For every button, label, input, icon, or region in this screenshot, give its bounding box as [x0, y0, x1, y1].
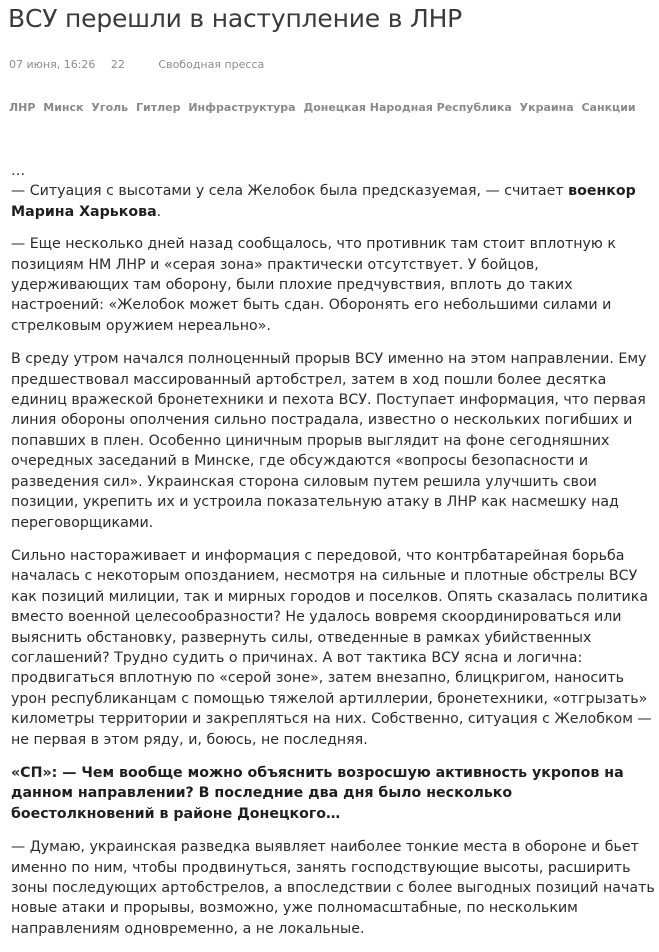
- article-paragraph: В среду утром начался полноценный прорыв ВСУ именно на этом направлении. Ему предшествовал массированный артобстрел, затем в ход пошли более десятка единиц вражеской бронетехники и пехота ВСУ. Поступает информация, что первая линия обороны ополчения сильно пострадала, известно о нескольких погибших и попавших в плен. Особенно циничным прорыв выглядит на фоне сегодняшних очередных заседаний в Минске, где обсуждаются «вопросы безопасности и разведения сил». Украинская сторона силовым путем решила улучшить свои позиции, укрепить их и устроила показательную атаку в ЛНР как насмешку над переговорщиками.: [11, 351, 647, 531]
- view-count: 22: [110, 58, 125, 71]
- tag-link[interactable]: Гитлер: [136, 101, 181, 114]
- tag-list: [9, 101, 640, 114]
- article-meta: [9, 58, 264, 71]
- article-title: ВСУ перешли в наступление в ЛНР: [8, 4, 463, 33]
- tag-link[interactable]: Инфраструктура: [188, 101, 296, 114]
- publish-date: 07 июня, 16:26: [9, 58, 96, 71]
- ellipsis: …: [11, 163, 26, 179]
- author-name: военкор Марина Харькова: [11, 183, 636, 220]
- paragraph-text: — Ситуация с высотами у села Желобок была предсказуемая, — считает: [11, 183, 569, 200]
- article-paragraph: — Думаю, украинская разведка выявляет наиболее тонкие места в обороне и бьет именно по ним, чтобы продвинуться, занять господствующие высоты, расширить зоны последующих артобстрелов, а впоследствии с более выгодных позиций начать новые атаки и прорывы, возможно, уже полномасштабные, по нескольким направлениям одновременно, а не локальные.: [11, 839, 655, 937]
- tag-link[interactable]: Донецкая Народная Республика: [303, 101, 512, 114]
- tag-link[interactable]: ЛНР: [9, 101, 36, 114]
- article-body: [11, 161, 656, 952]
- paragraph-end: .: [156, 203, 162, 220]
- tag-link[interactable]: Украина: [519, 101, 574, 114]
- article-paragraph: — Еще несколько дней назад сообщалось, что противник там стоит вплотную к позициям НМ ЛНР и «серая зона» практически отсутствует. У бойцов, удерживающих там оборону, были плохие предчувствия, вплоть до таких настроений: «Желобок может быть сдан. Оборонять его небольшими силами и стрелковым оружием нереально».: [11, 236, 616, 334]
- tag-link[interactable]: Минск: [43, 101, 84, 114]
- article-paragraph: [11, 161, 656, 222]
- interview-question: «СП»: — Чем вообще можно объяснить возросшую активность укропов на данном направлении? В последние два дня было несколько боестолкновений в районе Донецкого…: [11, 764, 624, 822]
- tag-link[interactable]: Уголь: [91, 101, 129, 114]
- tag-link[interactable]: Санкции: [581, 101, 636, 114]
- source-link[interactable]: Свободная пресса: [158, 58, 265, 71]
- article-paragraph: Сильно настораживает и информация с передовой, что контрбатарейная борьба началась с некоторым опозданием, несмотря на сильные и плотные обстрелы ВСУ как позиций милиции, так и мирных городов и поселков. Опять сказалась политика вместо военной целесообразности? Не удалось вовремя скоординироваться или выяснить обстановку, развернуть силы, отведенные в рамках убийственных соглашений? Трудно судить о причинах. А вот тактика ВСУ ясна и логична: продвигаться вплотную по «серой зоне», затем внезапно, блицкригом, наносить урон республиканцам с помощью тяжелой артиллерии, бронетехники, «отгрызать» километры территории и закрепляться на них. Собственно, ситуация с Желобком — не первая в этом ряду, и, боюсь, не последняя.: [11, 547, 652, 748]
